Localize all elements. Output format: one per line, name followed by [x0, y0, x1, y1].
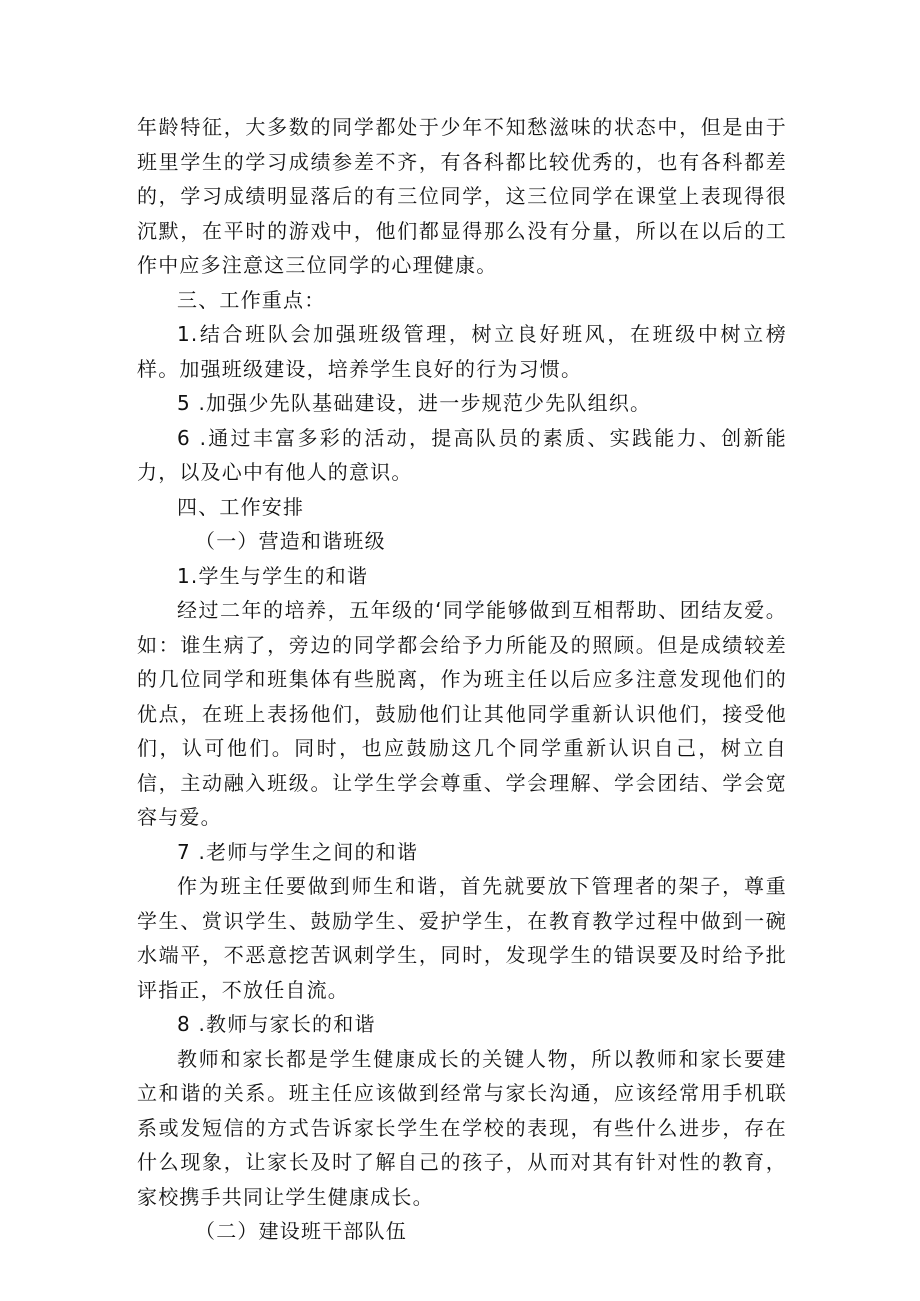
heading-work-focus: 三、工作重点： [177, 287, 326, 312]
paragraph-teacher-student: 作为班主任要做到师生和谐，首先就要放下管理者的架子，尊重学生、赏识学生、鼓励学生、爱护学生，在教育教学过程中做到一碗水端平，不恶意挖苦讽刺学生，同时，发现学生的错误要及时给予批评指正，不放任自流。 [137, 874, 787, 1002]
document-body [137, 110, 787, 1249]
subheading-teacher-student: 7 .老师与学生之间的和谐 [177, 839, 419, 864]
subheading-student-student: 1.学生与学生的和谐 [177, 563, 369, 588]
heading-work-arrangement: 四、工作安排 [177, 494, 305, 519]
paragraph-focus-6: 6 .通过丰富多彩的活动，提高队员的素质、实践能力、创新能力，以及心中有他人的意识。 [137, 425, 787, 484]
paragraph-teacher-parent: 教师和家长都是学生健康成长的关键人物，所以教师和家长要建立和谐的关系。班主任应该做到经常与家长沟通，应该经常用手机联系或发短信的方式告诉家长学生在学校的表现，有些什么进步，存在什么现象，让家长及时了解自己的孩子，从而对其有针对性的教育，家校携手共同让学生健康成长。 [137, 1046, 787, 1209]
subheading-teacher-parent: 8 .教师与家长的和谐 [177, 1012, 376, 1036]
paragraph-student-situation: 年龄特征，大多数的同学都处于少年不知愁滋味的状态中，但是由于班里学生的学习成绩参差不齐，有各科都比较优秀的，也有各科都差的，学习成绩明显落后的有三位同学，这三位同学在课堂上表现得很沉默，在平时的游戏中，他们都显得那么没有分量，所以在以后的工作中应多注意这三位同学的心理健康。 [137, 115, 787, 277]
paragraph-student-student: 经过二年的培养，五年级的‘同学能够做到互相帮助、团结友爱。如：谁生病了，旁边的同学都会给予力所能及的照顾。但是成绩较差的几位同学和班集体有些脱离，作为班主任以后应多注意发现他们的优点，在班上表扬他们，鼓励他们让其他同学重新认识他们，接受他们，认可他们。同时，也应鼓励这几个同学重新认识自己，树立自信，主动融入班级。让学生学会尊重、学会理解、学会团结、学会宽容与爱。 [137, 598, 787, 829]
paragraph-focus-1: 1.结合班队会加强班级管理，树立良好班风，在班级中树立榜样。加强班级建设，培养学生良好的行为习惯。 [137, 322, 787, 381]
subheading-class-cadres: （二）建设班干部队伍 [195, 1219, 407, 1243]
paragraph-focus-5: 5 .加强少先队基础建设，进一步规范少先队组织。 [177, 391, 652, 415]
subheading-harmonious-class: （一）营造和谐班级 [195, 529, 386, 553]
